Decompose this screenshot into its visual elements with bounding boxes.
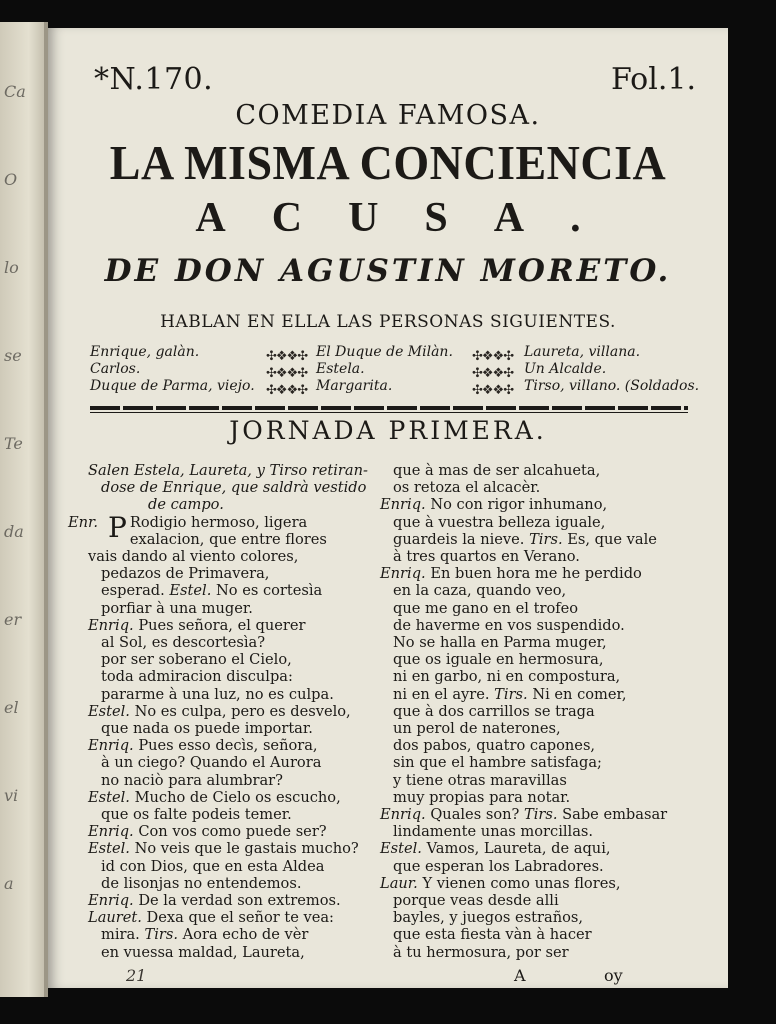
verse-line [380,840,700,857]
speaker-label: Estel. [88,788,135,806]
cast-member: Laureta, villana. [524,344,641,360]
verse-line [88,686,388,703]
verse-text: muy propias para notar. [393,788,571,806]
verse-text: y tiene otras maravillas [393,771,567,789]
verse-text: à un ciego? Quando el Aurora [101,754,322,772]
folio-number: Fol.1. [611,62,696,97]
divider-rule [90,406,688,410]
verse-line [380,703,700,720]
text-column-left [68,462,388,961]
verse-text: que à vuestra belleza iguale, [393,513,606,531]
fleuron-ornament: ✣❖❖✣ [266,366,308,381]
verse-line: Enr. P Rodigio hermoso, ligera [68,510,308,544]
speaker-label: Tirs. [139,926,183,944]
facing-page-fragment: se [4,346,22,365]
verse-line [380,737,700,754]
verse-line [380,548,700,565]
verse-line [88,634,388,651]
verse-line [88,479,388,496]
handwritten-note: 21 [126,966,147,985]
cast-column-2 [316,344,453,395]
cast-member: Enrique, galàn. [90,344,200,360]
verse-text: que me gano en el trofeo [393,599,579,617]
verse-text: à tres quartos en Verano. [393,548,580,566]
text-column-right [380,462,700,961]
cast-member: Carlos. [90,361,141,377]
verse-text: No veis que le gastais mucho? [134,840,359,858]
verse-text: toda admiracion disculpa: [101,668,293,686]
verse-line [380,565,700,582]
play-title-line2: ACUSA. [195,195,627,241]
verse-line [88,496,388,513]
verse-line [88,582,388,599]
verse-line [380,858,700,875]
verse-text: Y vienen como unas flores, [422,874,621,892]
verse-line [88,617,388,634]
verse-text: que à mas de ser alcahueta, [393,462,601,479]
verse-text: En buen hora me he perdido [430,565,642,583]
facing-page-fragment: el [4,698,19,717]
comedy-number: *N.170. [94,62,214,97]
verse-text: por ser soberano el Cielo, [101,651,292,669]
verse-line [88,772,388,789]
speaker-label: Estel. [164,582,216,600]
verse-text: en la caza, quando veo, [393,582,567,600]
play-title-line1: LA MISMA CONCIENCIA [109,135,667,190]
verse-line [88,823,388,840]
speaker-label: Enriq. [88,823,139,841]
verse-text: esperad. [101,582,165,600]
verse-line [380,479,700,496]
verse-text: Aora echo de vèr [182,926,309,944]
verse-line [380,772,700,789]
verse-text: No con rigor inhumano, [430,496,608,514]
verse-line [88,703,388,720]
facing-page-fragment: vi [4,786,19,805]
verse-text: exalacion, que entre flores [129,530,327,548]
verse-text: Mucho de Cielo os escucho, [134,788,341,806]
verse-text: que nada os puede importar. [101,720,313,738]
verse-line [380,651,700,668]
verse-line [380,600,700,617]
drop-cap: P [108,510,127,544]
verse-line [88,737,388,754]
speaker-label: Enriq. [380,565,431,583]
verse-line [380,944,700,961]
verse-line [88,926,388,943]
verse-text: Dexa que el señor te vea: [146,909,334,927]
verse-text: pedazos de Primavera, [101,565,270,583]
catchword: oy [604,966,623,985]
verse-text: No se halla en Parma muger, [393,634,607,652]
verse-line [88,840,388,857]
verse-text: pararme à una luz, no es culpa. [101,685,334,703]
verse-text: Quales son? [430,806,520,824]
verse-line [88,858,388,875]
verse-text: guardeis la nieve. [393,530,525,548]
verse-text: Pues esso decìs, señora, [138,737,318,755]
verse-text: mira. [101,926,140,944]
verse-line [380,892,700,909]
verse-line [88,875,388,892]
cast-heading: HABLAN EN ELLA LAS PERSONAS SIGUIENTES. [160,312,616,332]
verse-text: Rodigio hermoso, ligera [129,513,308,531]
verse-line [88,909,388,926]
verse-text: un perol de naterones, [393,720,561,738]
verse-line [380,582,700,599]
speaker-label: Estel. [88,840,135,858]
verse-text: en vuessa maldad, Laureta, [101,943,305,961]
verse-line [88,548,388,565]
cast-column-1 [90,344,255,395]
verse-text: de lisonjas no entendemos. [101,874,302,892]
verse-line [380,789,700,806]
divider-rule-thin [90,412,688,413]
author-line: DE DON AGUSTIN MORETO. [104,253,672,289]
verse-text: vais dando al viento colores, [88,548,299,566]
facing-page-fragment: da [4,522,24,541]
verse-text: Pues señora, el querer [138,616,306,634]
verse-text: bayles, y juegos estraños, [393,909,584,927]
fleuron-ornament: ✣❖❖✣ [472,349,514,364]
verse-line [380,875,700,892]
verse-text: porfiar à una muger. [101,599,253,617]
verse-text: que os falte podeis temer. [101,806,292,824]
facing-page-fragment: Te [4,434,23,453]
speaker-label: Lauret. [88,909,147,927]
facing-page-fragment: lo [4,258,19,277]
verse-line [88,565,388,582]
signature-mark: A [514,966,526,985]
verse-text: No es culpa, pero es desvelo, [134,702,351,720]
verse-line [380,926,700,943]
fleuron-ornament: ✣❖❖✣ [266,349,308,364]
verse-text: Es, que vale [567,530,657,548]
cast-member: Estela. [316,361,365,377]
verse-line [88,754,388,771]
verse-text: porque veas desde alli [393,892,559,910]
verse-line [380,909,700,926]
speaker-label: Enriq. [88,737,139,755]
verse-line [380,462,700,479]
verse-text: De la verdad son extremos. [138,892,341,910]
verse-line [88,462,388,479]
verse-text: os retoza el alcacèr. [393,479,541,497]
verse-text: sin que el hambre satisfaga; [393,754,602,772]
act-heading: JORNADA PRIMERA. [229,416,547,445]
cast-member: Margarita. [316,378,393,394]
facing-page-fragment: O [4,170,18,189]
cast-member: El Duque de Milàn. [316,344,453,360]
verse-text: Salen Estela, Laureta, y Tirso retiran- [88,462,368,479]
verse-line [380,668,700,685]
facing-page-fragment: er [4,610,22,629]
comedia-heading: COMEDIA FAMOSA. [235,100,541,131]
cast-member: Un Alcalde. [524,361,607,377]
verse-line [380,806,700,823]
verse-line [380,634,700,651]
verse-line [88,668,388,685]
speaker-label: Tirs. [489,685,533,703]
verse-line [88,531,388,548]
cast-member: Tirso, villano. (Soldados. [524,378,700,394]
fleuron-ornament: ✣❖❖✣ [472,383,514,398]
verse-text: Con vos como puede ser? [138,823,327,841]
verse-text: dos pabos, quatro capones, [393,737,596,755]
verse-line [380,514,700,531]
verse-line [88,789,388,806]
cast-member: Duque de Parma, viejo. [90,378,255,394]
facing-page-edge [0,22,48,997]
verse-line [380,531,700,548]
verse-text: al Sol, es descortesìa? [101,634,266,652]
verse-text: de campo. [148,496,224,514]
speaker-label: Enriq. [380,496,431,514]
verse-line [380,686,700,703]
verse-text: que à dos carrillos se traga [393,702,595,720]
verse-text: no naciò para alumbrar? [101,771,283,789]
verse-text: ni en garbo, ni en compostura, [393,668,621,686]
verse-line [380,720,700,737]
ornament-column-2 [472,348,513,399]
speaker-label: Enriq. [380,806,431,824]
verse-line [380,496,700,513]
verse-text: Sabe embasar [562,806,668,824]
speaker-label: Enriq. [88,892,139,910]
fleuron-ornament: ✣❖❖✣ [472,366,514,381]
verse-line [88,944,388,961]
ornament-column-1 [266,348,307,399]
verse-line [88,600,388,617]
verse-text: dose de Enrique, que saldrà vestido [101,479,367,497]
verse-line [88,651,388,668]
verse-line [88,892,388,909]
fleuron-ornament: ✣❖❖✣ [266,383,308,398]
verse-line [380,823,700,840]
verse-text: ni en el ayre. [393,685,490,703]
verse-line [88,720,388,737]
verse-text: à tu hermosura, por ser [393,943,569,961]
speaker-label: Enriq. [88,616,139,634]
verse-text: lindamente unas morcillas. [393,823,594,841]
document-page [48,28,728,988]
verse-line [88,806,388,823]
speaker-label: Tirs. [519,806,563,824]
speaker-label: Estel. [380,840,427,858]
verse-text: id con Dios, que en esta Aldea [101,857,325,875]
verse-text: que esperan los Labradores. [393,857,604,875]
facing-page-fragment: Ca [4,82,26,101]
verse-text: que os iguale en hermosura, [393,651,604,669]
cast-column-3 [524,344,699,395]
verse-text: de haverme en vos suspendido. [393,616,625,634]
verse-text: No es cortesìa [216,582,323,600]
speaker-label: Tirs. [524,530,568,548]
speaker-label: Estel. [88,702,135,720]
facing-page-fragment: a [4,874,14,893]
verse-text: Ni en comer, [532,685,627,703]
verse-text: Vamos, Laureta, de aqui, [426,840,611,858]
speaker-label: Laur. [380,874,423,892]
verse-line [380,617,700,634]
verse-text: que esta fiesta vàn à hacer [393,926,592,944]
verse-line [380,754,700,771]
